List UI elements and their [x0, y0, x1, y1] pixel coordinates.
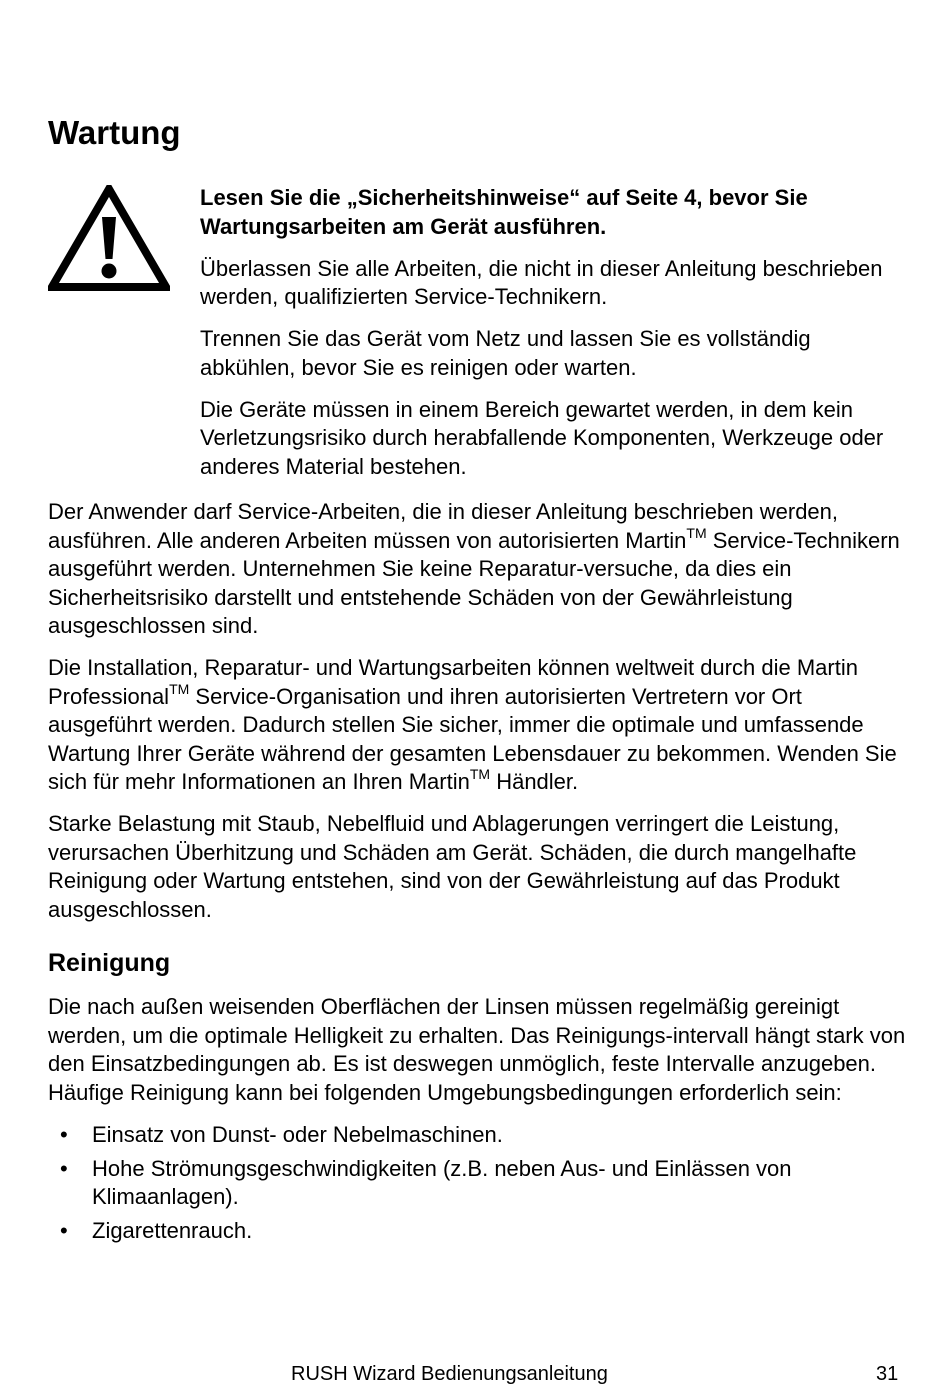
warning-text-2: Trennen Sie das Gerät vom Netz und lassen Sie es vollständig abkühlen, bevor Sie es reinigen oder warten.: [200, 326, 811, 380]
paragraph-installation-b: Service-Organisation und ihren autorisierten Vertretern vor Ort ausgeführt werden. Dadurch stellen Sie sicher, immer die optimale und umfassende Wartung Ihrer Geräte während der gesamten Lebensdauer zu bekommen. Wenden Sie sich für mehr Informationen an Ihren Martin: [48, 683, 897, 794]
warning-text-1: Überlassen Sie alle Arbeiten, die nicht in dieser Anleitung beschrieben werden, qualifizierten Service-Technikern.: [200, 255, 883, 309]
trademark-mark: TM: [169, 680, 190, 697]
paragraph-service-work-a: Der Anwender darf Service-Arbeiten, die in dieser Anleitung beschrieben werden, ausführen. Alle anderen Arbeiten müssen von autorisierten Martin: [48, 499, 839, 553]
paragraph-dust-load: Starke Belastung mit Staub, Nebelfluid und Ablagerungen verringert die Leistung, verursachen Überhitzung und Schäden am Gerät. Schäden, die durch mangelhafte Reinigung oder Wartung entstehen, sind von der Gewährleistung auf das Produkt ausgeschlossen.: [48, 811, 857, 922]
list-item: [48, 1155, 908, 1212]
paragraph-installation: [48, 654, 908, 797]
paragraph-service-work-b: Service-Technikern ausgeführt werden. Unternehmen Sie keine Reparatur-versuche, da dies ein Sicherheitsrisiko darstellt und entstehende Schäden von der Gewährleistung ausgeschlossen sind.: [48, 527, 900, 638]
bullet-icon: •: [60, 1121, 68, 1147]
warning-text-3: Die Geräte müssen in einem Bereich gewartet werden, in dem kein Verletzungsrisiko durch herabfallende Komponenten, Werkzeuge oder anderes Material bestehen.: [200, 396, 884, 479]
trademark-mark: TM: [469, 766, 491, 782]
list-item-text: Hohe Strömungsgeschwindigkeiten (z.B. neben Aus- und Einlässen von Klimaanlagen).: [92, 1155, 792, 1209]
bullet-icon: •: [60, 1155, 68, 1181]
safety-warning-block: [200, 184, 900, 495]
bullet-icon: •: [60, 1218, 68, 1243]
list-item: [48, 1121, 908, 1150]
warning-bold-text: Lesen Sie die „Sicherheitshinweise“ auf Seite 4, bevor Sie Wartungsarbeiten am Gerät ausführen.: [200, 185, 808, 239]
list-item: [48, 1217, 908, 1246]
page-title: Wartung: [48, 114, 181, 151]
paragraph-service-work: [48, 498, 908, 641]
warning-triangle-icon: [48, 185, 170, 293]
paragraph-installation-a: Die Installation, Reparatur- und Wartungsarbeiten können weltweit durch die Martin Professional: [48, 655, 858, 709]
trademark-mark: TM: [686, 524, 707, 541]
list-item-text: Zigarettenrauch.: [92, 1218, 253, 1243]
page-footer: [0, 1360, 950, 1388]
cleaning-conditions-list: [48, 1121, 908, 1246]
main-content: [48, 498, 908, 1251]
paragraph-installation-c: Händler.: [490, 769, 579, 794]
footer-title: RUSH Wizard Bedienungsanleitung: [291, 1363, 608, 1385]
page-number: 31: [876, 1363, 899, 1385]
paragraph-cleaning: Die nach außen weisenden Oberflächen der Linsen müssen regelmäßig gereinigt werden, um die optimale Helligkeit zu erhalten. Das Reinigungs-intervall hängt stark von den Einsatzbedingungen ab. Es ist deswegen unmöglich, feste Intervalle anzugeben. Häufige Reinigung kann bei folgenden Umgebungsbedingungen erforderlich sein:: [48, 994, 906, 1105]
section-heading-reinigung: Reinigung: [48, 949, 171, 977]
list-item-text: Einsatz von Dunst- oder Nebelmaschinen.: [92, 1121, 503, 1147]
